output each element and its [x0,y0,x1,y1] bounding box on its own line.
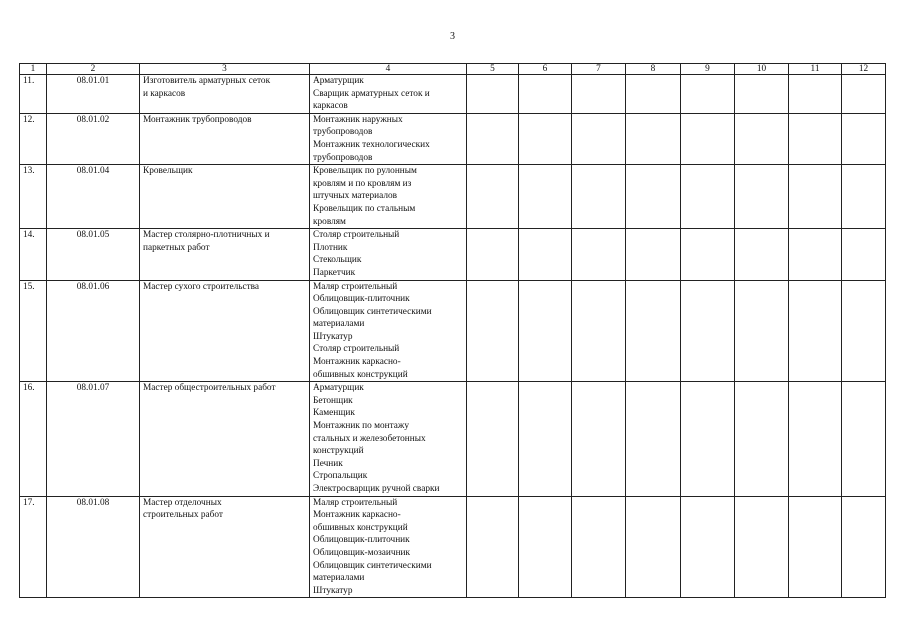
row-number: 13. [20,165,47,229]
column-header: 12 [842,64,886,75]
column-header: 10 [735,64,789,75]
program-name-line: Мастер общестроительных работ [143,383,276,394]
empty-cell-col-6 [519,280,572,382]
empty-cell-col-9 [681,75,735,114]
profession-line: Стропальщик [313,471,368,482]
program-code: 08.01.04 [47,165,140,229]
empty-cell-col-9 [681,165,735,229]
empty-cell-col-7 [572,280,626,382]
column-header: 4 [310,64,467,75]
profession-line: Столяр строительный [313,230,400,241]
empty-cell-col-11 [789,113,842,164]
professions-list [310,165,467,229]
program-name [140,75,310,114]
empty-cell-col-6 [519,113,572,164]
profession-line: Облицовщик-плиточник [313,294,410,305]
empty-cell-col-5 [467,496,519,598]
profession-line: Штукатур [313,331,353,342]
empty-cell-col-7 [572,229,626,280]
profession-line: Арматурщик [313,383,364,394]
page-number: 3 [450,31,455,42]
profession-line: Облицовщик-мозаичник [313,547,411,558]
profession-line: Штукатур [313,585,353,596]
empty-cell-col-5 [467,280,519,382]
empty-cell-col-9 [681,113,735,164]
column-header: 7 [572,64,626,75]
empty-cell-col-10 [735,382,789,496]
column-header: 3 [140,64,310,75]
program-code: 08.01.06 [47,280,140,382]
program-code: 08.01.01 [47,75,140,114]
professions-list [310,496,467,598]
empty-cell-col-7 [572,113,626,164]
program-code: 08.01.07 [47,382,140,496]
empty-cell-col-8 [626,382,681,496]
program-name-line: Мастер столярно-плотничных и [143,230,270,241]
profession-line: конструкций [313,446,364,457]
program-name [140,113,310,164]
profession-line: стальных и железобетонных [313,433,426,444]
profession-line: Маляр строительный [313,497,398,508]
row-number: 16. [20,382,47,496]
empty-cell-col-10 [735,165,789,229]
row-number: 17. [20,496,47,598]
empty-cell-col-6 [519,75,572,114]
profession-line: Кровельщик по рулонным [313,166,417,177]
empty-cell-col-6 [519,496,572,598]
row-number: 14. [20,229,47,280]
profession-line: Арматурщик [313,76,364,86]
program-name [140,382,310,496]
professions-table [19,63,886,598]
profession-line: Печник [313,458,343,469]
empty-cell-col-7 [572,496,626,598]
profession-line: Бетонщик [313,395,353,406]
profession-line: трубопроводов [313,152,373,163]
empty-cell-col-12 [842,113,886,164]
program-name-line: Мастер отделочных [143,497,222,508]
empty-cell-col-5 [467,113,519,164]
profession-line: Маляр строительный [313,281,398,292]
program-name-line: и каркасов [143,88,186,99]
empty-cell-col-7 [572,165,626,229]
empty-cell-col-11 [789,496,842,598]
professions-list [310,75,467,114]
empty-cell-col-6 [519,165,572,229]
empty-cell-col-5 [467,229,519,280]
program-name [140,496,310,598]
profession-line: Паркетчик [313,267,356,278]
empty-cell-col-8 [626,113,681,164]
program-name-line: Кровельщик [143,166,193,177]
empty-cell-col-10 [735,280,789,382]
empty-cell-col-8 [626,496,681,598]
table-row [20,165,886,229]
empty-cell-col-10 [735,75,789,114]
empty-cell-col-5 [467,165,519,229]
program-code: 08.01.05 [47,229,140,280]
profession-line: Монтажник каркасно- [313,357,401,368]
column-header: 2 [47,64,140,75]
empty-cell-col-11 [789,382,842,496]
program-name [140,229,310,280]
column-header: 8 [626,64,681,75]
column-header: 11 [789,64,842,75]
profession-line: Монтажник наружных [313,114,403,125]
profession-line: кровлям и по кровлям из [313,178,412,189]
column-header: 6 [519,64,572,75]
professions-list [310,229,467,280]
empty-cell-col-11 [789,165,842,229]
table-row [20,280,886,382]
profession-line: Плотник [313,242,348,253]
professions-list [310,382,467,496]
empty-cell-col-9 [681,229,735,280]
profession-line: Сварщик арматурных сеток и [313,88,430,99]
program-name [140,165,310,229]
table-row [20,113,886,164]
program-name [140,280,310,382]
empty-cell-col-12 [842,165,886,229]
row-number: 11. [20,75,47,114]
profession-line: Монтажник по монтажу [313,421,410,432]
empty-cell-col-5 [467,382,519,496]
empty-cell-col-7 [572,382,626,496]
empty-cell-col-10 [735,229,789,280]
empty-cell-col-11 [789,280,842,382]
table-row [20,75,886,114]
table-body [20,75,886,598]
empty-cell-col-12 [842,280,886,382]
profession-line: Облицовщик синтетическими [313,560,432,571]
profession-line: Стекольщик [313,255,362,266]
empty-cell-col-10 [735,496,789,598]
profession-line: Кровельщик по стальным [313,203,416,214]
empty-cell-col-12 [842,496,886,598]
empty-cell-col-6 [519,382,572,496]
profession-line: материалами [313,319,365,330]
table-row [20,496,886,598]
empty-cell-col-11 [789,229,842,280]
table-row [20,382,886,496]
row-number: 15. [20,280,47,382]
empty-cell-col-6 [519,229,572,280]
empty-cell-col-8 [626,280,681,382]
empty-cell-col-9 [681,280,735,382]
column-header: 1 [20,64,47,75]
profession-line: обшивных конструкций [313,522,408,533]
empty-cell-col-5 [467,75,519,114]
profession-line: Монтажник каркасно- [313,510,401,521]
profession-line: кровлям [313,216,346,227]
profession-line: материалами [313,573,365,584]
program-code: 08.01.02 [47,113,140,164]
profession-line: каркасов [313,101,348,112]
empty-cell-col-8 [626,75,681,114]
empty-cell-col-9 [681,382,735,496]
profession-line: Столяр строительный [313,344,400,355]
professions-list [310,113,467,164]
empty-cell-col-12 [842,229,886,280]
program-name-line: Монтажник трубопроводов [143,114,252,125]
profession-line: Облицовщик синтетическими [313,306,432,317]
header-row [20,64,886,75]
profession-line: штучных материалов [313,191,398,202]
empty-cell-col-7 [572,75,626,114]
program-code: 08.01.08 [47,496,140,598]
empty-cell-col-8 [626,165,681,229]
program-name-line: Мастер сухого строительства [143,281,260,292]
program-name-line: строительных работ [143,510,223,521]
profession-line: Электросварщик ручной сварки [313,484,440,494]
column-header: 5 [467,64,519,75]
column-header: 9 [681,64,735,75]
empty-cell-col-12 [842,382,886,496]
empty-cell-col-12 [842,75,886,114]
profession-line: Монтажник технологических [313,139,430,150]
empty-cell-col-9 [681,496,735,598]
program-name-line: Изготовитель арматурных сеток [143,76,271,86]
professions-list [310,280,467,382]
profession-line: обшивных конструкций [313,369,408,380]
table-row [20,229,886,280]
empty-cell-col-10 [735,113,789,164]
profession-line: трубопроводов [313,127,373,138]
empty-cell-col-11 [789,75,842,114]
row-number: 12. [20,113,47,164]
profession-line: Каменщик [313,408,355,419]
program-name-line: паркетных работ [143,242,210,253]
profession-line: Облицовщик-плиточник [313,535,410,546]
empty-cell-col-8 [626,229,681,280]
